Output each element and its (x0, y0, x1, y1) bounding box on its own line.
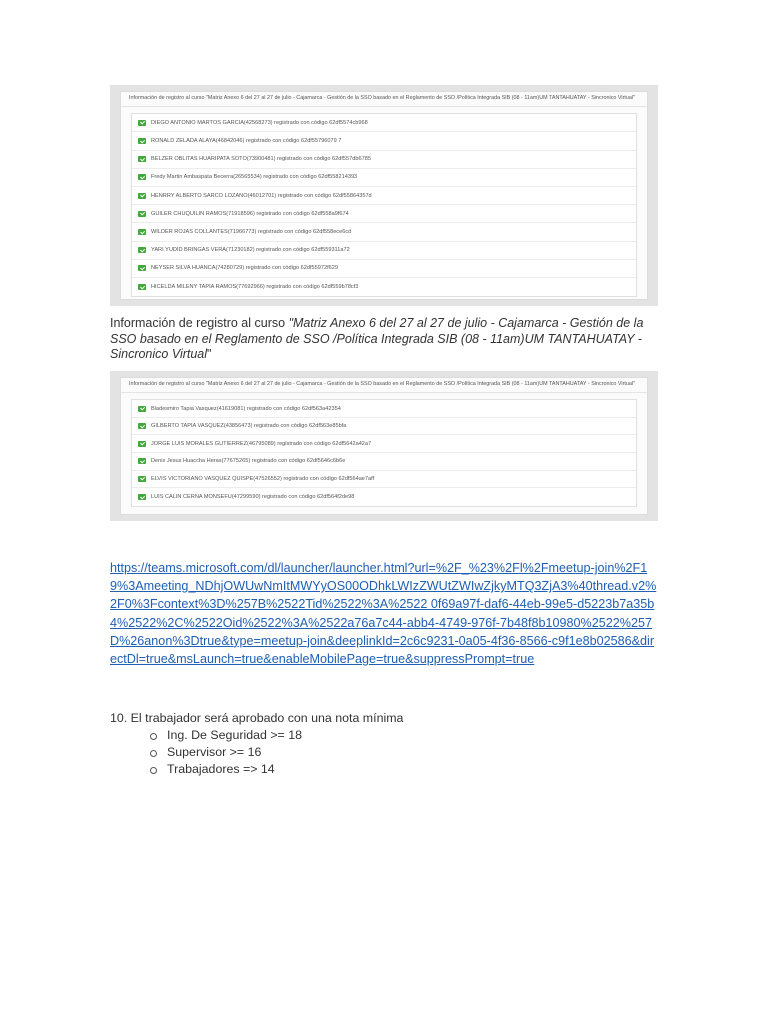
registration-entry: Bladesmiro Tapia Vasquez(41619081) registrado con código 62df563a42354 (151, 405, 341, 412)
registration-entry: WILDER ROJAS COLLANTES(71966773) registrado con código 62df558ece6cd (151, 228, 352, 235)
list-item (132, 169, 636, 187)
check-icon (138, 284, 146, 290)
check-icon (138, 494, 146, 500)
check-icon (138, 247, 146, 253)
teams-meeting-link[interactable]: https://teams.microsoft.com/dl/launcher/launcher.html?url=%2F_%23%2Fl%2Fmeetup-join%2F19%3Ameeting_NDhjOWUwNmItMWYyOS00ODhkLWIzZWUtZWIwZjkyMTQ3ZjA3%40thread.v2%2F0%3Fcontext%3D%257B%2522Tid%2522%3A%2522 0f69a97f-daf6-44eb-99e5-d5223b7a35b4%2522%2C%2522Oid%2522%3A%2522a76a7c44-abb4-4749-976f-7b48f8b10980%2522%257D%26anon%3Dtrue&type=meetup-join&deeplinkId=2c6c9231-0a05-4f36-8566-c9f1e8b02586&directDl=true&msLaunch=true&enableMobilePage=true&suppressPrompt=true (110, 561, 657, 667)
check-icon (138, 406, 146, 412)
list-item (132, 260, 636, 278)
check-icon (138, 120, 146, 126)
criteria-item: Ing. De Seguridad >= 18 (150, 727, 302, 744)
list-item (132, 471, 636, 489)
registration-entry: LUIS CALIN CERNA MONSEFU(47299590) registrado con código 62df564f2de98 (151, 493, 355, 500)
check-icon (138, 174, 146, 180)
registration-entry: RONALD ZELADA ALAYA(46842046) registrado con código 62df55796079 7 (151, 137, 342, 144)
registration-panel (120, 91, 648, 300)
registration-entry: GILBERTO TAPIA VASQUEZ(43856473) registrado con código 62df563e85bfa (151, 423, 347, 430)
registration-entry: HENRRY ALBERTO SARCO LOZANO(46012701) registrado con código 62df55864357d (151, 192, 372, 199)
check-icon (138, 458, 146, 464)
check-icon (138, 265, 146, 271)
list-item (132, 435, 636, 453)
registration-entry: Denis Jesus Huaccha Heras(77675265) registrado con código 62df5646c6b6e (151, 458, 346, 465)
registration-list (131, 399, 637, 507)
check-icon (138, 476, 146, 482)
registration-list (131, 113, 637, 297)
list-item (132, 223, 636, 241)
approval-rule-text: 10. El trabajador será aprobado con una nota mínima (110, 711, 404, 725)
caption-close-quote: " (207, 347, 212, 361)
check-icon (138, 156, 146, 162)
registration-entry: Fredy Martin Ambaspata Becerra(26565534) registrado con código 62df558214393 (151, 174, 358, 181)
registration-panel-header: Información de registro al curso "Matriz Anexo 6 del 27 al 27 de julio - Cajamarca - Gestión de la SSO basado en el Reglamento de SSO /Política Integrada SIB (08 - 11am)UM TANTAHUATAY - Sincronico Virtual" (121, 94, 647, 107)
list-item (132, 418, 636, 436)
registration-entry: HICELDA MILENY TAPIA RAMOS(77692966) registrado con código 62df559b78cf3 (151, 283, 359, 290)
list-item (132, 114, 636, 132)
check-icon (138, 423, 146, 429)
registration-entry: NEYSER SILVA HUANCA(74280729) registrado con código 62df55972f629 (151, 265, 338, 272)
list-item (132, 488, 636, 506)
registration-screenshot-1 (110, 85, 658, 306)
check-icon (138, 229, 146, 235)
check-icon (138, 441, 146, 447)
course-registration-caption (110, 316, 658, 363)
registration-screenshot-2 (110, 371, 658, 521)
list-item (132, 453, 636, 471)
registration-panel (120, 377, 648, 515)
registration-entry: DIEGO ANTONIO MARTOS GARCIA(42568273) registrado con código 62df5574cb968 (151, 119, 368, 126)
list-item (132, 242, 636, 260)
approval-criteria-list (150, 727, 302, 778)
list-item (132, 400, 636, 418)
registration-entry: ELVIS VICTORIANO VASQUEZ QUISPE(47526552) registrado con código 62df564ae7aff (151, 475, 375, 482)
criteria-item: Trabajadores => 14 (150, 761, 302, 778)
list-item (132, 151, 636, 169)
criteria-item: Supervisor >= 16 (150, 744, 302, 761)
registration-entry: BELZER OBLITAS HUARIPATA SOTO(73900481) registrado con código 62df557db6785 (151, 156, 371, 163)
caption-lead: Información de registro al curso (110, 316, 289, 330)
list-item (132, 205, 636, 223)
list-item (132, 132, 636, 150)
list-item (132, 278, 636, 296)
check-icon (138, 193, 146, 199)
registration-entry: YARI YUDID BRINGAS VERA(71230182) registrado con código 62df559311a72 (151, 247, 350, 254)
registration-entry: JORGE LUIS MORALES GUTIERREZ(46795089) registrado con código 62df5642a42a7 (151, 440, 372, 447)
check-icon (138, 138, 146, 144)
registration-entry: GUILER CHUQUILIN RAMOS(71918596) registrado con código 62df558a9f674 (151, 210, 349, 217)
list-item (132, 187, 636, 205)
caption-course-title: "Matriz Anexo 6 del 27 al 27 de julio - Cajamarca - Gestión de la SSO basado en el Reglamento de SSO /Política Integrada SIB (08 - 11am)UM TANTAHUATAY - Sincronico Virtual (110, 316, 644, 361)
registration-panel-header: Información de registro al curso "Matriz Anexo 6 del 27 al 27 de julio - Cajamarca - Gestión de la SSO basado en el Reglamento de SSO /Política Integrada SIB (08 - 11am)UM TANTAHUATAY - Sincronico Virtual" (121, 380, 647, 393)
check-icon (138, 211, 146, 217)
